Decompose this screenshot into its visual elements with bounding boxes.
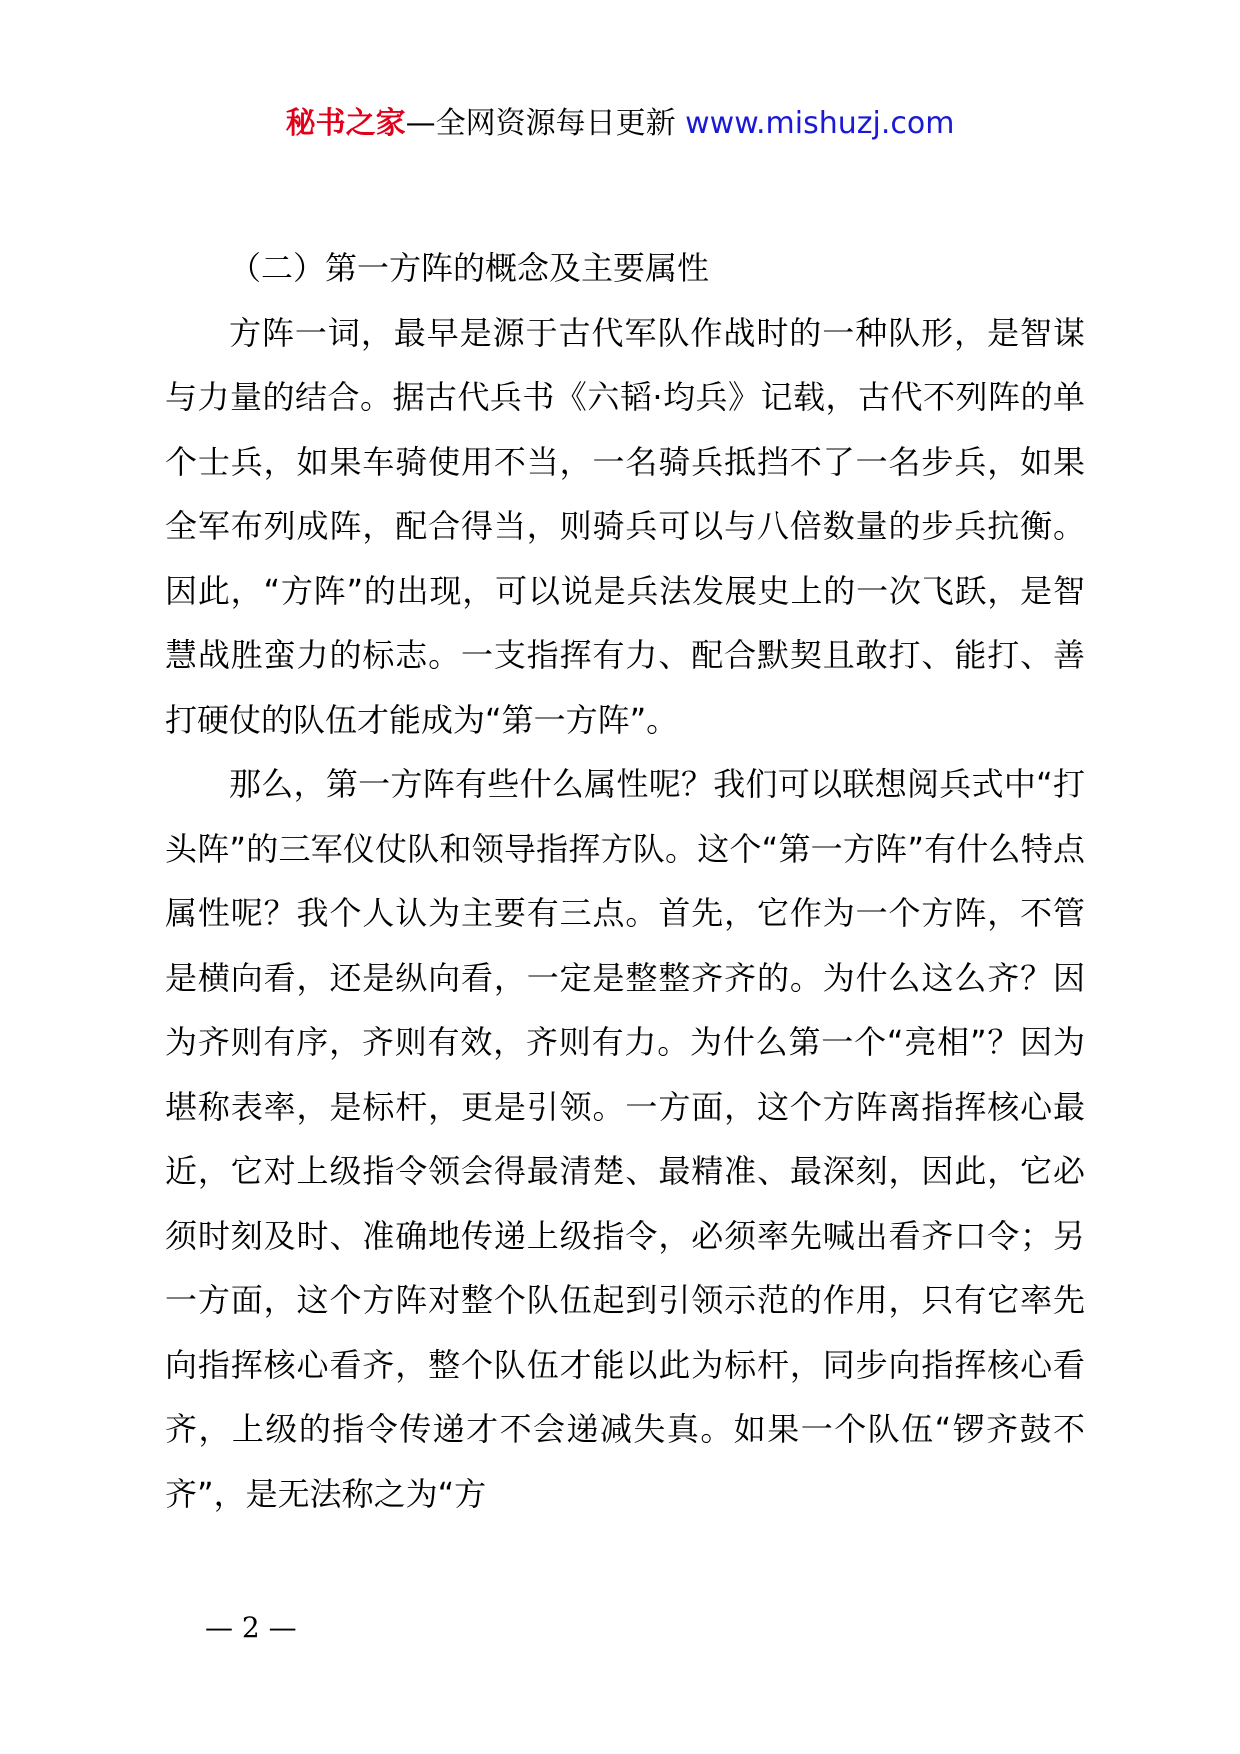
site-brand: 秘书之家	[285, 106, 406, 141]
paragraph: 方阵一词，最早是源于古代军队作战时的一种队形，是智谋与力量的结合。据古代兵书《六韬·均兵》记载，古代不列阵的单个士兵，如果车骑使用不当，一名骑兵抵挡不了一名步兵，如果全军布列成阵，配合得当，则骑兵可以与八倍数量的步兵抗衡。因此，“方阵”的出现，可以说是兵法发展史上的一次飞跃，是智慧战胜蛮力的标志。一支指挥有力、配合默契且敢打、能打、善打硬仗的队伍才能成为“第一方阵”。	[165, 313, 1085, 739]
site-header	[0, 98, 1240, 150]
page-number: — 2 —	[205, 1611, 297, 1644]
site-url-link[interactable]: www.mishuzj.com	[685, 106, 955, 141]
site-slogan: —全网资源每日更新	[405, 106, 676, 141]
document-body	[165, 236, 1085, 1526]
section-title: （二）第一方阵的概念及主要属性	[229, 249, 710, 287]
paragraph: 那么，第一方阵有些什么属性呢？我们可以联想阅兵式中“打头阵”的三军仪仗队和领导指挥方队。这个“第一方阵”有什么特点属性呢？我个人认为主要有三点。首先，它作为一个方阵，不管是横向看，还是纵向看，一定是整整齐齐的。为什么这么齐？因为齐则有序，齐则有效，齐则有力。为什么第一个“亮相”？因为堪称表率，是标杆，更是引领。一方面，这个方阵离指挥核心最近，它对上级指令领会得最清楚、最精准、最深刻，因此，它必须时刻及时、准确地传递上级指令，必须率先喊出看齐口令；另一方面，这个方阵对整个队伍起到引领示范的作用，只有它率先向指挥核心看齐，整个队伍才能以此为标杆，同步向指挥核心看齐，上级的指令传递才不会递减失真。如果一个队伍“锣齐鼓不齐”，是无法称之为“方	[165, 765, 1085, 1513]
